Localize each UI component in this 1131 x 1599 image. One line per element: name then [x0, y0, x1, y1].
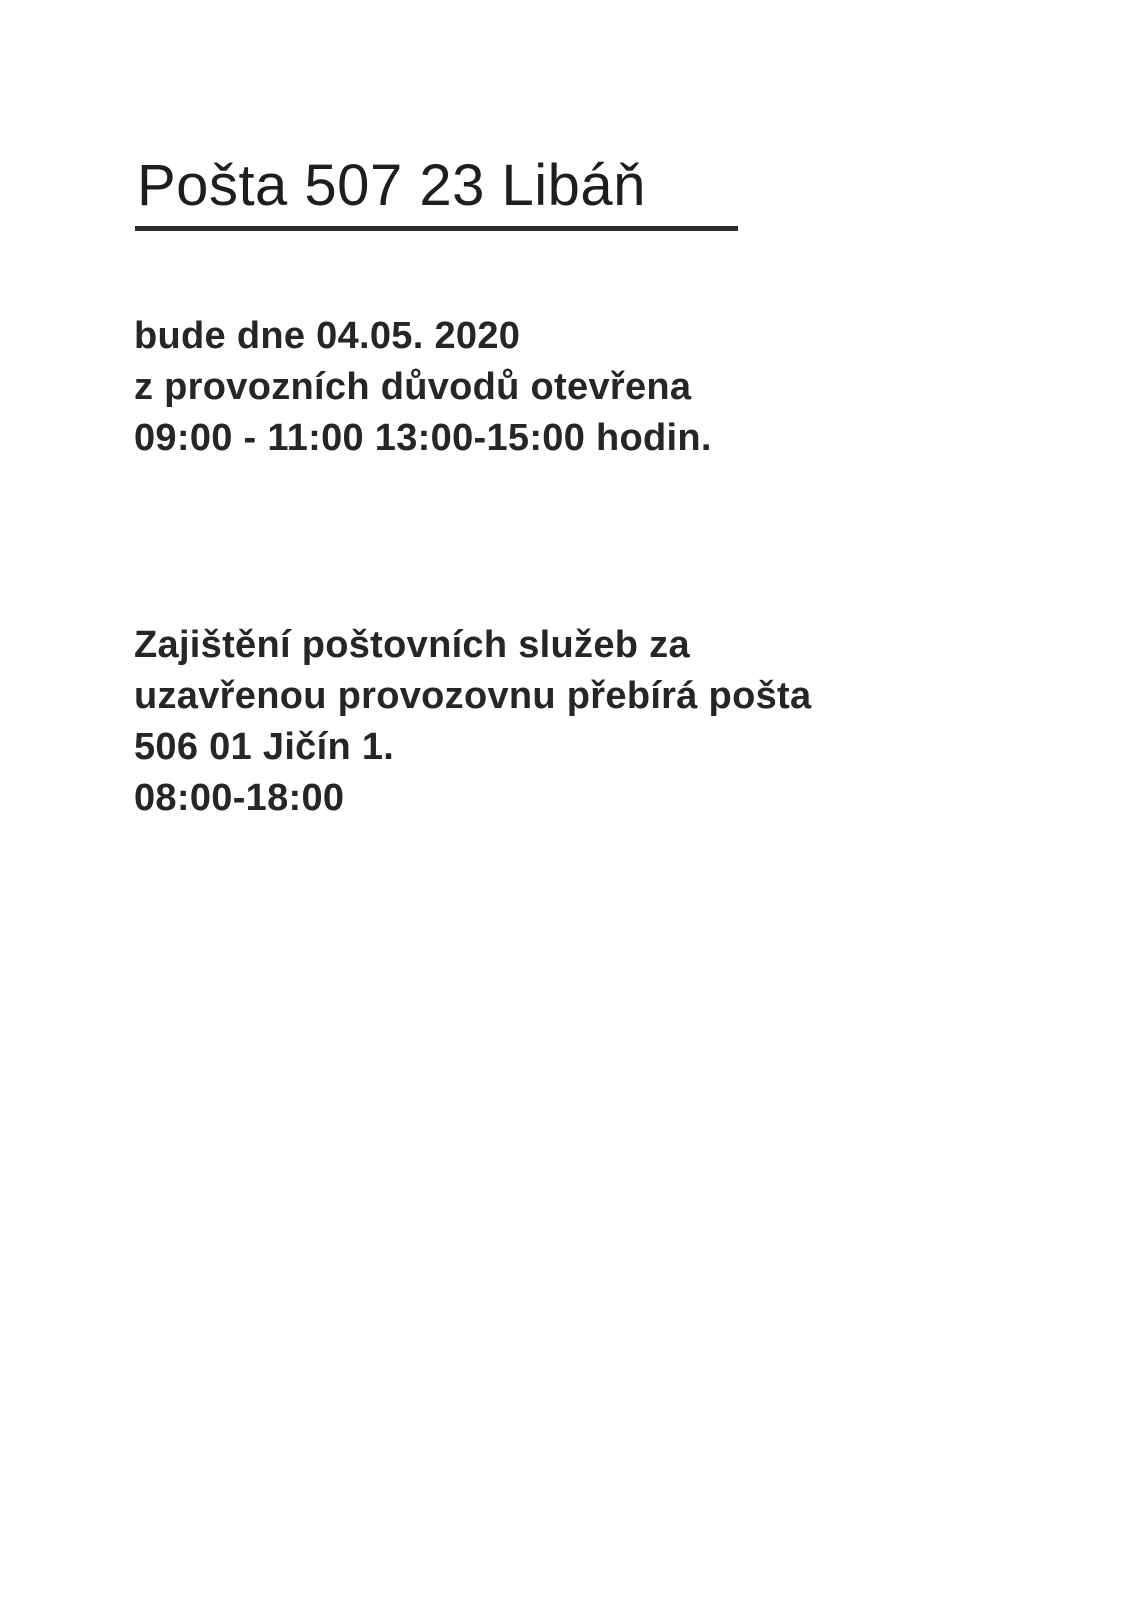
substitute-paragraph: [134, 620, 811, 824]
schedule-paragraph: [134, 311, 712, 464]
title-underline: [135, 226, 738, 231]
schedule-line-date: bude dne 04.05. 2020: [134, 315, 521, 357]
substitute-line-office: 506 01 Jičín 1.: [134, 726, 395, 768]
schedule-line-reason: z provozních důvodů otevřena: [134, 366, 692, 408]
schedule-line-hours: 09:00 - 11:00 13:00-15:00 hodin.: [134, 417, 712, 459]
substitute-line-2: uzavřenou provozovnu přebírá pošta: [134, 675, 812, 717]
notice-title: Pošta 507 23 Libáň: [137, 153, 646, 218]
substitute-line-hours: 08:00-18:00: [134, 777, 345, 819]
substitute-line-1: Zajištění poštovních služeb za: [134, 624, 690, 666]
